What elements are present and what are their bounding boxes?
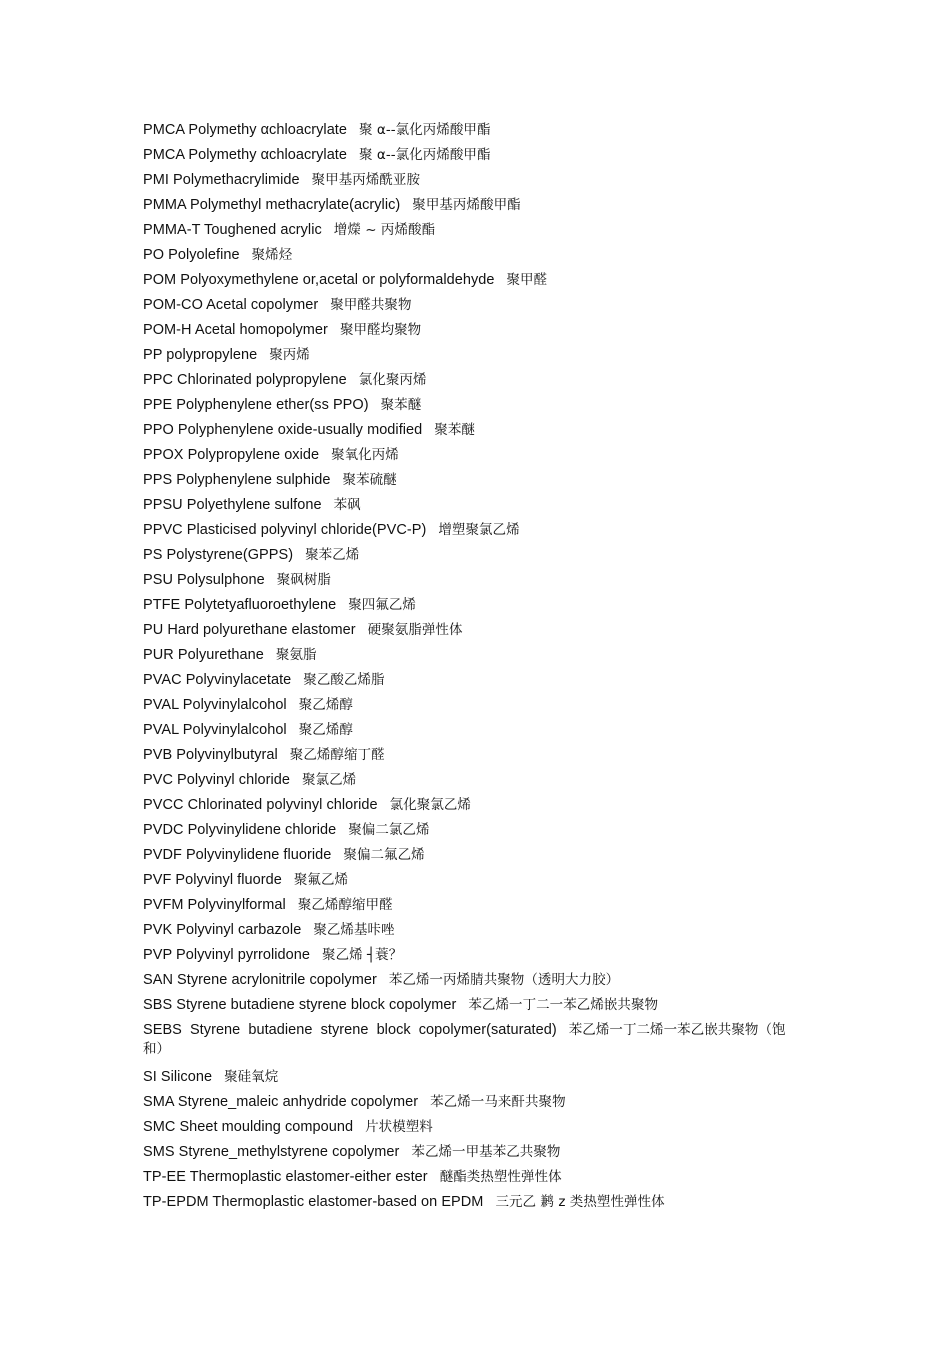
entry-chinese: 聚 α--氯化丙烯酸甲酯 — [359, 147, 491, 163]
entry-chinese: 苯乙烯一丙烯腈共聚物（透明大力胶） — [388, 972, 620, 988]
entry-chinese: 氯化聚丙烯 — [358, 372, 427, 388]
entry-chinese: 苯乙烯一甲基苯乙共聚物 — [411, 1144, 561, 1160]
entry-english: PTFE Polytetyafluoroethylene — [143, 597, 337, 613]
entry-english: PU Hard polyurethane elastomer — [143, 622, 356, 638]
entry-english: PPSU Polyethylene sulfone — [143, 497, 322, 513]
entry-chinese: 增塑聚氯乙烯 — [438, 522, 520, 538]
glossary-entry-pmca — [143, 121, 793, 140]
entry-chinese: 聚甲基丙烯酰亚胺 — [311, 172, 421, 188]
entry-chinese: 聚乙烯醇 — [298, 722, 353, 738]
entry-english: PMMA Polymethyl methacrylate(acrylic) — [143, 197, 401, 213]
entry-english: PVF Polyvinyl fluorde — [143, 872, 282, 888]
entry-english: PSU Polysulphone — [143, 572, 265, 588]
entry-english: PVAL Polyvinylalcohol — [143, 722, 287, 738]
glossary-entry-pmi — [143, 171, 793, 190]
entry-english: POM Polyoxymethylene or,acetal or polyformaldehyde — [143, 272, 495, 288]
glossary-entry-sebs — [143, 1021, 793, 1059]
entry-chinese: 聚偏二氟乙烯 — [343, 847, 425, 863]
entry-chinese: 苯乙烯一丁二烯一苯乙嵌共聚物（饱和） — [143, 1022, 786, 1057]
entry-english: PVAL Polyvinylalcohol — [143, 697, 287, 713]
glossary-entry-tp-ee — [143, 1168, 793, 1187]
entry-chinese: 聚丙烯 — [269, 347, 310, 363]
entry-english: PVDC Polyvinylidene chloride — [143, 822, 337, 838]
entry-english: SI Silicone — [143, 1069, 213, 1085]
glossary-entry-psu — [143, 571, 793, 590]
entry-english: PPC Chlorinated polypropylene — [143, 372, 347, 388]
glossary-entry-ps — [143, 546, 793, 565]
entry-english: PPVC Plasticised polyvinyl chloride(PVC-P) — [143, 522, 427, 538]
entry-chinese: 苯乙烯一丁二一苯乙烯嵌共聚物 — [468, 997, 659, 1013]
glossary-entry-pvp — [143, 946, 793, 965]
entry-chinese: 聚氧化丙烯 — [331, 447, 399, 463]
glossary-entry-tp-epdm — [143, 1193, 793, 1212]
entry-chinese: 三元乙 鹣 z 类热塑性弹性体 — [495, 1194, 665, 1210]
glossary-entry-pmma-t — [143, 221, 793, 240]
entry-english: PS Polystyrene(GPPS) — [143, 547, 294, 563]
entry-chinese: 聚苯乙烯 — [305, 547, 360, 563]
glossary-entry-ppsu — [143, 496, 793, 515]
entry-english: PVC Polyvinyl chloride — [143, 772, 290, 788]
entry-chinese: 聚 α--氯化丙烯酸甲酯 — [359, 122, 491, 138]
entry-chinese: 聚苯醚 — [434, 422, 475, 438]
glossary-entry-ppox — [143, 446, 793, 465]
glossary-entry-pvac — [143, 671, 793, 690]
entry-english: PVP Polyvinyl pyrrolidone — [143, 947, 311, 963]
entry-chinese: 聚烯烃 — [251, 247, 293, 263]
glossary-entry-pom-co — [143, 296, 793, 315]
glossary-entry-ppo — [143, 421, 793, 440]
entry-chinese: 聚砜树脂 — [276, 572, 331, 588]
entry-english: PP polypropylene — [143, 347, 258, 363]
entry-english: PVDF Polyvinylidene fluoride — [143, 847, 332, 863]
entry-chinese: 片状模塑料 — [365, 1119, 433, 1135]
glossary-entry-ppc — [143, 371, 793, 390]
entry-english: PUR Polyurethane — [143, 647, 264, 663]
entry-chinese: 苯乙烯一马来酐共聚物 — [430, 1094, 566, 1110]
glossary-entry-pps — [143, 471, 793, 490]
entry-chinese: 聚乙烯醇缩丁醛 — [289, 747, 385, 763]
entry-english: PPE Polyphenylene ether(ss PPO) — [143, 397, 369, 413]
glossary-entry-pom — [143, 271, 793, 290]
entry-chinese: 苯砜 — [333, 497, 361, 513]
entry-english: SMA Styrene_maleic anhydride copolymer — [143, 1094, 419, 1110]
entry-chinese: 聚硅氧烷 — [224, 1069, 279, 1085]
glossary-entry-po — [143, 246, 793, 265]
glossary-entry-pvf — [143, 871, 793, 890]
entry-english: PVK Polyvinyl carbazole — [143, 922, 302, 938]
glossary-entry-pval — [143, 721, 793, 740]
entry-english: PMI Polymethacrylimide — [143, 172, 300, 188]
entry-chinese: 聚氯乙烯 — [301, 772, 357, 788]
entry-chinese: 聚苯醚 — [380, 397, 422, 413]
glossary-entry-ppe — [143, 396, 793, 415]
entry-chinese: 氯化聚氯乙烯 — [389, 797, 471, 813]
glossary-entry-pvfm — [143, 896, 793, 915]
entry-english: PVB Polyvinylbutyral — [143, 747, 278, 763]
glossary-entry-ptfe — [143, 596, 793, 615]
entry-english: SBS Styrene butadiene styrene block copolymer — [143, 997, 457, 1013]
entry-chinese: 聚苯硫醚 — [342, 472, 397, 488]
entry-english: PVAC Polyvinylacetate — [143, 672, 292, 688]
glossary-entry-pvb — [143, 746, 793, 765]
glossary-entry-pp — [143, 346, 793, 365]
entry-english: PVFM Polyvinylformal — [143, 897, 286, 913]
entry-english: PO Polyolefine — [143, 247, 240, 263]
entry-chinese: 聚氟乙烯 — [293, 872, 349, 888]
entry-english: PPO Polyphenylene oxide-usually modified — [143, 422, 423, 438]
entry-english: SMS Styrene_methylstyrene copolymer — [143, 1144, 400, 1160]
glossary-entry-pval — [143, 696, 793, 715]
glossary-entry-pvdc — [143, 821, 793, 840]
entry-chinese: 聚乙酸乙烯脂 — [303, 672, 385, 688]
entry-english: PMCA Polymethy αchloacrylate — [143, 122, 347, 138]
glossary-entry-sms — [143, 1143, 793, 1162]
entry-chinese: 增爃 ~ 丙烯酸酯 — [333, 222, 436, 238]
glossary-entry-pu — [143, 621, 793, 640]
entry-english: TP-EE Thermoplastic elastomer-either ester — [143, 1169, 428, 1185]
glossary-entry-pur — [143, 646, 793, 665]
glossary-entry-sma — [143, 1093, 793, 1112]
glossary-entry-pvc — [143, 771, 793, 790]
entry-chinese: 聚偏二氯乙烯 — [348, 822, 430, 838]
entry-chinese: 聚乙烯醇缩甲醛 — [297, 897, 393, 913]
glossary-entry-pvk — [143, 921, 793, 940]
entry-chinese: 聚甲醛均聚物 — [339, 322, 422, 338]
entry-chinese: 聚乙烯醇 — [298, 697, 353, 713]
glossary-entry-sbs — [143, 996, 793, 1015]
entry-english: SMC Sheet moulding compound — [143, 1119, 354, 1135]
entry-chinese: 聚乙烯基咔唑 — [313, 922, 395, 938]
glossary-entry-pvdf — [143, 846, 793, 865]
entry-english: SAN Styrene acrylonitrile copolymer — [143, 972, 377, 988]
glossary-entry-pmma — [143, 196, 793, 215]
entry-english: PPOX Polypropylene oxide — [143, 447, 320, 463]
glossary-entry-pmca — [143, 146, 793, 165]
entry-english: POM-H Acetal homopolymer — [143, 322, 328, 338]
entry-english: POM-CO Acetal copolymer — [143, 297, 319, 313]
entry-chinese: 聚甲醛 — [506, 272, 548, 288]
entry-english: PMCA Polymethy αchloacrylate — [143, 147, 347, 163]
glossary-entry-pvcc — [143, 796, 793, 815]
polymer-abbreviation-glossary — [143, 121, 793, 1218]
entry-english: PMMA-T Toughened acrylic — [143, 222, 322, 238]
entry-chinese: 聚乙烯 ┤蓑？ — [322, 947, 403, 963]
entry-chinese: 硬聚氨脂弹性体 — [367, 622, 463, 638]
glossary-entry-san — [143, 971, 793, 990]
glossary-entry-pom-h — [143, 321, 793, 340]
entry-english: SEBS Styrene butadiene styrene block copolymer(saturated) — [143, 1022, 557, 1038]
entry-chinese: 聚四氟乙烯 — [348, 597, 416, 613]
entry-english: TP-EPDM Thermoplastic elastomer-based on EPDM — [143, 1194, 484, 1210]
entry-english: PPS Polyphenylene sulphide — [143, 472, 331, 488]
entry-chinese: 聚氨脂 — [275, 647, 317, 663]
glossary-entry-smc — [143, 1118, 793, 1137]
entry-english: PVCC Chlorinated polyvinyl chloride — [143, 797, 378, 813]
glossary-entry-ppvc — [143, 521, 793, 540]
entry-chinese: 聚甲醛共聚物 — [330, 297, 412, 313]
entry-chinese: 聚甲基丙烯酸甲酯 — [412, 197, 521, 213]
glossary-entry-si — [143, 1068, 793, 1087]
entry-chinese: 醚酯类热塑性弹性体 — [439, 1169, 562, 1185]
